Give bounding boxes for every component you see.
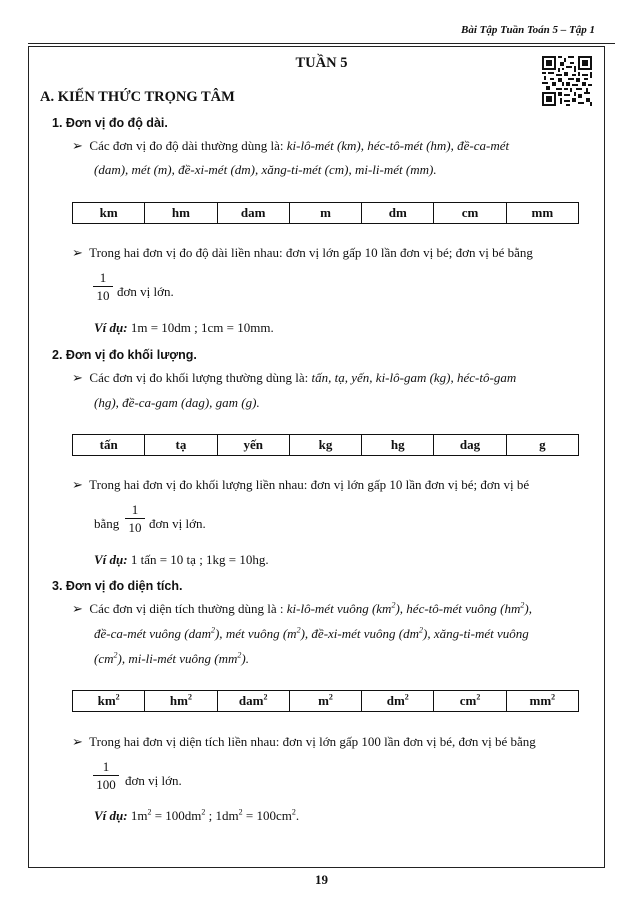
table-cell: mm: [506, 203, 578, 224]
table-cell: tấn: [73, 435, 145, 456]
section-2-heading: 2. Đơn vị đo khối lượng.: [52, 348, 197, 362]
section-3-example: Ví dụ: $1m^2 = 100dm^2$ ; $1dm^2 = 100cm^2$.: [94, 807, 300, 823]
table-cell: tạ: [145, 435, 217, 456]
arrow-bullet-icon: ➢: [72, 138, 83, 153]
table-cell: $km^2$: [73, 691, 145, 712]
arrow-bullet-icon: ➢: [72, 477, 83, 492]
section-2-intro-line2: (hg), đề-ca-gam (dag), gam (g).: [94, 395, 260, 410]
section-3-intro-line1: ➢ Các đơn vị diện tích thường dùng là : ki-lô-mét vuông $(km^2)$, héc-tô-mét vuông $(hm^2)$,: [72, 600, 532, 616]
table-cell: yến: [217, 435, 289, 456]
section-1-heading: 1. Đơn vị đo độ dài.: [52, 116, 168, 130]
fraction-one-tenth: 1 10: [93, 270, 113, 305]
arrow-bullet-icon: ➢: [72, 734, 83, 749]
fraction-one-tenth: 1 10: [125, 502, 145, 537]
section-1-intro-line1: ➢ Các đơn vị đo độ dài thường dùng là: ki-lô-mét (km), héc-tô-mét (hm), đề-ca-mét: [72, 138, 510, 153]
fraction-one-hundredth: 1 100: [93, 759, 119, 794]
table-cell: dam$^2$: [217, 691, 289, 712]
section-3-rule-line1: ➢ Trong hai đơn vị diện tích liền nhau: đơn vị lớn gấp 100 lần đơn vị bé, đơn vị bé bằng: [72, 734, 536, 749]
section-a-heading: A. KIẾN THỨC TRỌNG TÂM: [40, 89, 235, 105]
book-title: Bài Tập Tuần Toán 5 – Tập 1: [461, 24, 595, 36]
section-1-rule-tail: đơn vị lớn.: [117, 284, 174, 299]
table-cell: g: [506, 435, 578, 456]
section-3-intro-line2: đề-ca-mét vuông (dam$^2$), mét vuông $(m^2)$, đề-xi-mét vuông $(dm^2)$, xăng-ti-mét vuông: [94, 625, 529, 641]
section-3-intro-line3: $(cm^2)$, mi-li-mét vuông $(mm^2)$.: [94, 650, 249, 666]
section-2-rule-tail: đơn vị lớn.: [149, 516, 206, 531]
table-cell: hm: [145, 203, 217, 224]
table-cell: kg: [289, 435, 361, 456]
section-1-example: Ví dụ: 1m = 10dm ; 1cm = 10mm.: [94, 320, 274, 335]
table-cell: hg: [362, 435, 434, 456]
header-divider: [28, 43, 615, 44]
table-cell: $mm^2$: [506, 691, 578, 712]
section-2-rule-pre: bằng: [94, 516, 120, 531]
section-3-rule-tail: đơn vị lớn.: [125, 773, 182, 788]
table-cell: m: [289, 203, 361, 224]
length-units-table: [72, 202, 579, 224]
table-cell: dm: [362, 203, 434, 224]
arrow-bullet-icon: ➢: [72, 245, 83, 260]
section-1-intro-line2: (dam), mét (m), đề-xi-mét (dm), xăng-ti-mét (cm), mi-li-mét (mm).: [94, 162, 437, 177]
table-cell: $hm^2$: [145, 691, 217, 712]
table-cell: $m^2$: [289, 691, 361, 712]
section-2-example: Ví dụ: 1 tấn = 10 tạ ; 1kg = 10hg.: [94, 552, 269, 567]
section-3-heading: 3. Đơn vị đo diện tích.: [52, 579, 183, 593]
table-cell: $cm^2$: [434, 691, 506, 712]
area-units-table: [72, 690, 579, 712]
table-cell: dam: [217, 203, 289, 224]
week-title: TUẦN 5: [295, 55, 348, 71]
table-cell: dag: [434, 435, 506, 456]
table-cell: $dm^2$: [362, 691, 434, 712]
arrow-bullet-icon: ➢: [72, 370, 83, 385]
section-1-rule-line1: ➢ Trong hai đơn vị đo độ dài liền nhau: đơn vị lớn gấp 10 lần đơn vị bé; đơn vị bé bằng: [72, 245, 533, 260]
mass-units-table: [72, 434, 579, 456]
arrow-bullet-icon: ➢: [72, 601, 83, 616]
table-cell: cm: [434, 203, 506, 224]
page-number: 19: [315, 872, 328, 887]
section-2-intro-line1: ➢ Các đơn vị đo khối lượng thường dùng là: tấn, tạ, yến, ki-lô-gam (kg), héc-tô-gam: [72, 370, 517, 385]
section-2-rule-line1: ➢ Trong hai đơn vị đo khối lượng liền nhau: đơn vị lớn gấp 10 lần đơn vị bé; đơn vị bé: [72, 477, 530, 492]
table-cell: km: [73, 203, 145, 224]
